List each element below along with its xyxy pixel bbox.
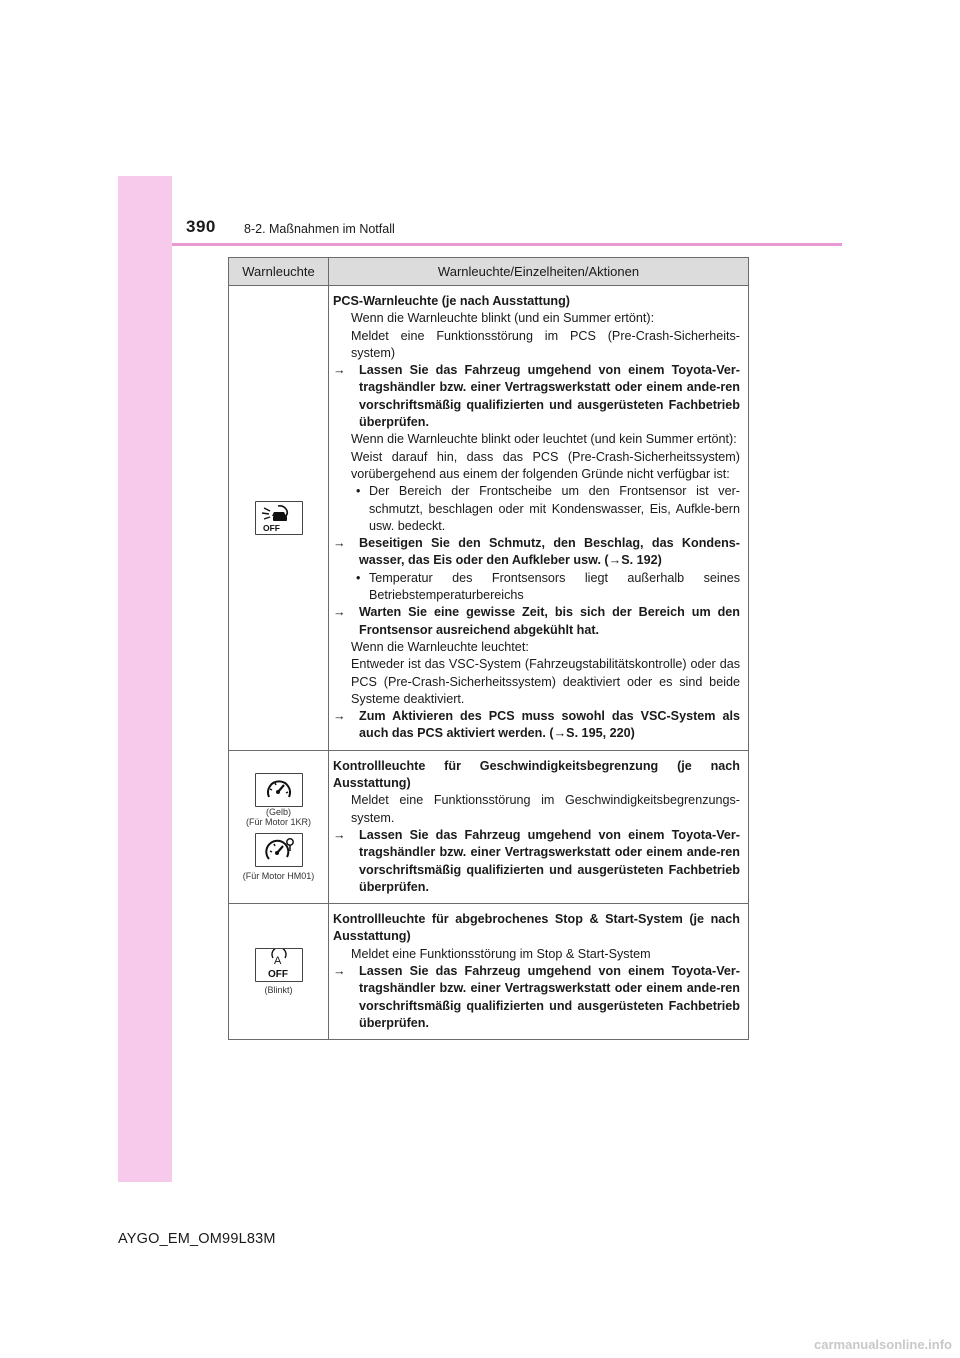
- details-cell: [329, 904, 749, 1040]
- entry-title: PCS-Warnleuchte (je nach Ausstattung): [333, 294, 570, 308]
- detail-line: Wenn die Warnleuchte blinkt oder leuchtet (und kein Summer ertönt):: [351, 432, 737, 447]
- pcs-off-icon: [255, 501, 303, 535]
- watermark: carmanualsonline.info: [814, 1337, 952, 1352]
- action-line: → Zum Aktivieren des PCS muss sowohl das VSC-System als auch das PCS aktiviert werden. (→S. 195, 220): [333, 709, 740, 741]
- bullet-line: • Temperatur des Frontsensors liegt außerhalb seines Betriebstemperaturbereichs: [333, 570, 740, 605]
- page-number: 390: [186, 217, 216, 236]
- entry-title: Kontrollleuchte für abgebrochenes Stop & Start-System (je nach Ausstattung): [333, 912, 740, 944]
- action-line: → Lassen Sie das Fahrzeug umgehend von einem Toyota-Ver-tragshändler bzw. einer Vertragswerkstatt oder einem ande-ren vorschriftsmäßig qualifizierten und ausgerüsteten Fachbetrieb überprüfen.: [333, 963, 740, 1030]
- icon-caption-engine-hm01: (Für Motor HM01): [242, 870, 315, 881]
- stop-start-icon-label: OFF: [267, 968, 288, 980]
- arrow-icon: →: [333, 605, 346, 620]
- icon-caption-blinkt: (Blinkt): [264, 984, 293, 995]
- speed-limiter-icon: [255, 773, 303, 807]
- detail-line: Wenn die Warnleuchte blinkt (und ein Summer ertönt):: [351, 311, 655, 326]
- icon-cell: [229, 750, 329, 903]
- bullet-line: • Der Bereich der Frontscheibe um den Frontsensor ist ver-schmutzt, beschlagen oder mit Kondenswasser, Eis, Aufkle-bern usw. bedeckt.: [333, 483, 740, 535]
- action-line: → Beseitigen Sie den Schmutz, den Beschlag, das Kondens-wasser, das Eis oder den Aufkleber usw. (→S. 192): [333, 536, 740, 568]
- document-code: AYGO_EM_OM99L83M: [118, 1231, 276, 1247]
- bullet-icon: •: [356, 484, 361, 499]
- arrow-icon: →: [333, 827, 346, 842]
- icon-caption-engine-1kr: (Für Motor 1KR): [245, 817, 311, 828]
- entry-lines: [333, 310, 740, 742]
- action-line: → Warten Sie eine gewisse Zeit, bis sich der Bereich um den Frontsensor ausreichend abgekühlt hat.: [333, 605, 740, 637]
- section-title: 8-2. Maßnahmen im Notfall: [244, 222, 395, 236]
- detail-line: Meldet eine Funktionsstörung im Geschwindigkeitsbegrenzungs-system.: [351, 793, 740, 825]
- entry-title: Kontrollleuchte für Geschwindigkeitsbegrenzung (je nach Ausstattung): [333, 758, 740, 791]
- arrow-icon: →: [333, 363, 346, 378]
- bullet-icon: •: [356, 570, 361, 585]
- header-rule: [172, 243, 842, 246]
- detail-line: Weist darauf hin, dass das PCS (Pre-Crash-Sicherheitssystem) vorübergehend aus einem der folgenden Gründe nicht verfügbar ist:: [351, 449, 740, 481]
- entry-lines: [333, 946, 740, 1032]
- action-line: → Lassen Sie das Fahrzeug umgehend von einem Toyota-Ver-tragshändler bzw. einer Vertragswerkstatt oder einem ande-ren vorschriftsmäßig qualifizierten und ausgerüsteten Fachbetrieb überprüfen.: [333, 363, 740, 430]
- action-line: → Lassen Sie das Fahrzeug umgehend von einem Toyota-Ver-tragshändler bzw. einer Vertragswerkstatt oder einem ande-ren vorschriftsmäßig qualifizierten und ausgerüsteten Fachbetrieb überprüfen.: [333, 827, 740, 894]
- detail-line: Meldet eine Funktionsstörung im Stop & Start-System: [351, 946, 651, 961]
- detail-line: Entweder ist das VSC-System (Fahrzeugstabilitätskontrolle) oder das PCS (Pre-Crash-Sicherheitssystem) deaktiviert oder es sind beide Systeme deaktiviert.: [351, 657, 740, 706]
- icon-cell: [229, 286, 329, 751]
- chapter-sidebar-tab: [118, 176, 172, 1182]
- table-header-row: [229, 258, 749, 286]
- details-cell: [329, 750, 749, 903]
- detail-line: Meldet eine Funktionsstörung im PCS (Pre-Crash-Sicherheits-system): [351, 328, 740, 360]
- details-cell: [329, 286, 749, 751]
- icon-cell: [229, 904, 329, 1040]
- table-row: [229, 750, 749, 903]
- arrow-icon: →: [333, 709, 346, 724]
- speed-limiter-icon: [255, 833, 303, 867]
- table-row: [229, 904, 749, 1040]
- icon-caption-color: (Gelb): [265, 806, 291, 817]
- entry-lines: [333, 792, 740, 896]
- column-header-warnleuchte: Warnleuchte: [229, 258, 329, 286]
- stop-start-off-icon: [255, 948, 303, 982]
- arrow-icon: →: [333, 963, 346, 978]
- stop-start-icon-letter: A: [273, 954, 281, 967]
- column-header-details: Warnleuchte/Einzelheiten/Aktionen: [329, 258, 749, 286]
- table-row: [229, 286, 749, 751]
- pcs-icon-label: OFF: [262, 522, 280, 533]
- warning-light-table: [228, 257, 749, 1040]
- detail-line: Wenn die Warnleuchte leuchtet:: [351, 639, 529, 654]
- arrow-icon: →: [333, 536, 346, 551]
